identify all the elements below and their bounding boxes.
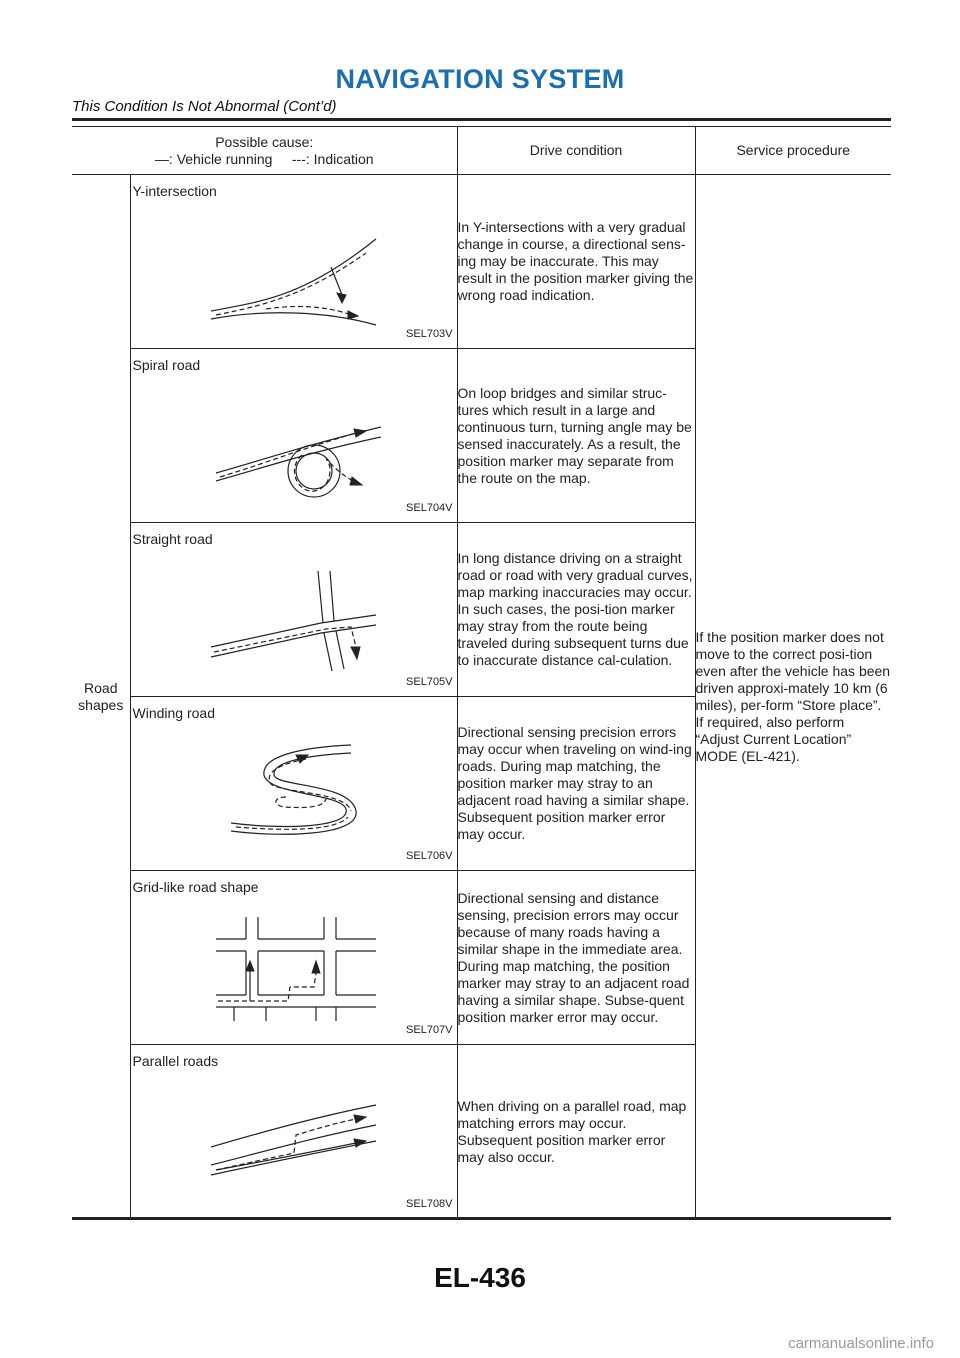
- figure-code: SEL704V: [406, 502, 453, 514]
- straight-road-diagram: [206, 551, 381, 676]
- category-label-line1: Road: [84, 679, 118, 696]
- header-drive-condition: Drive condition: [457, 127, 695, 175]
- figure-code: SEL708V: [406, 1198, 453, 1210]
- category-cell: [72, 175, 130, 1219]
- grid-road-diagram: [206, 899, 381, 1024]
- drive-condition-text: Directional sensing and distance sensing, precision errors may occur because of many roads having a similar shape in the immediate area. During map matching, the position marker may stray to an adjacent road having a similar shape. Subse-quent position marker error may occur.: [457, 871, 695, 1045]
- cause-cell-winding-road: [130, 697, 457, 871]
- cause-cell-spiral-road: [130, 349, 457, 523]
- winding-road-diagram: [206, 725, 381, 850]
- service-procedure-text: If the position marker does not move to the correct posi-tion even after the vehicle has been driven approxi-mately 10 km (6 miles), per-form “Store place”. If required, also perform “Adjust Current Location” MODE (EL-421).: [695, 628, 891, 764]
- page-title: NAVIGATION SYSTEM: [335, 64, 625, 94]
- figure-code: SEL703V: [406, 328, 453, 340]
- cause-cell-y-intersection: [130, 175, 457, 349]
- spiral-road-diagram: [206, 377, 381, 502]
- road-label: Winding road: [132, 705, 215, 721]
- parallel-roads-diagram: [206, 1073, 381, 1198]
- road-label: Grid-like road shape: [132, 879, 259, 895]
- cause-cell-straight-road: [130, 523, 457, 697]
- page-subtitle: This Condition Is Not Abnormal (Cont’d): [72, 98, 337, 115]
- category-label-line2: shapes: [78, 696, 124, 713]
- header-possible-cause-legend: —: Vehicle running ---: Indication: [154, 150, 374, 167]
- header-possible-cause-line1: Possible cause:: [215, 133, 314, 150]
- drive-condition-text: In long distance driving on a straight road or road with very gradual curves, map marking inaccuracies may occur. In such cases, the posi-tion marker may stray from the route being traveled during subsequent turns due to inaccurate distance cal-culation.: [457, 523, 695, 697]
- table-bottom-rule: [72, 1217, 891, 1220]
- drive-condition-text: When driving on a parallel road, map matching errors may occur. Subsequent position marker error may also occur.: [457, 1045, 695, 1219]
- table-header-row: [72, 127, 891, 175]
- table-row: [72, 175, 891, 349]
- header-rule: [72, 118, 891, 121]
- cause-cell-grid-like-road: [130, 871, 457, 1045]
- header-possible-cause: [72, 127, 457, 175]
- figure-code: SEL705V: [406, 676, 453, 688]
- drive-condition-text: Directional sensing precision errors may occur when traveling on wind-ing roads. During map matching, the position marker may stray to an adjacent road having a similar shape. Subsequent position marker error may occur.: [457, 697, 695, 871]
- road-label: Straight road: [132, 531, 213, 547]
- figure-code: SEL707V: [406, 1024, 453, 1036]
- road-label: Y-intersection: [132, 183, 217, 199]
- site-watermark: carmanualsonline.info: [788, 1335, 934, 1352]
- drive-condition-text: On loop bridges and similar struc-tures which result in a large and continuous turn, turning angle may be sensed inaccurately. As a result, the position marker may separate from the route on the map.: [457, 349, 695, 523]
- figure-code: SEL706V: [406, 850, 453, 862]
- page-number: EL-436: [434, 1262, 526, 1293]
- road-label: Spiral road: [132, 357, 201, 373]
- y-intersection-diagram: [206, 203, 381, 328]
- cause-cell-parallel-roads: [130, 1045, 457, 1219]
- road-label: Parallel roads: [132, 1053, 219, 1069]
- header-service-procedure: Service procedure: [695, 127, 891, 175]
- condition-table: [72, 127, 891, 1218]
- drive-condition-text: In Y-intersections with a very gradual change in course, a directional sens-ing may be inaccurate. This may result in the position marker giving the wrong road indication.: [457, 175, 695, 349]
